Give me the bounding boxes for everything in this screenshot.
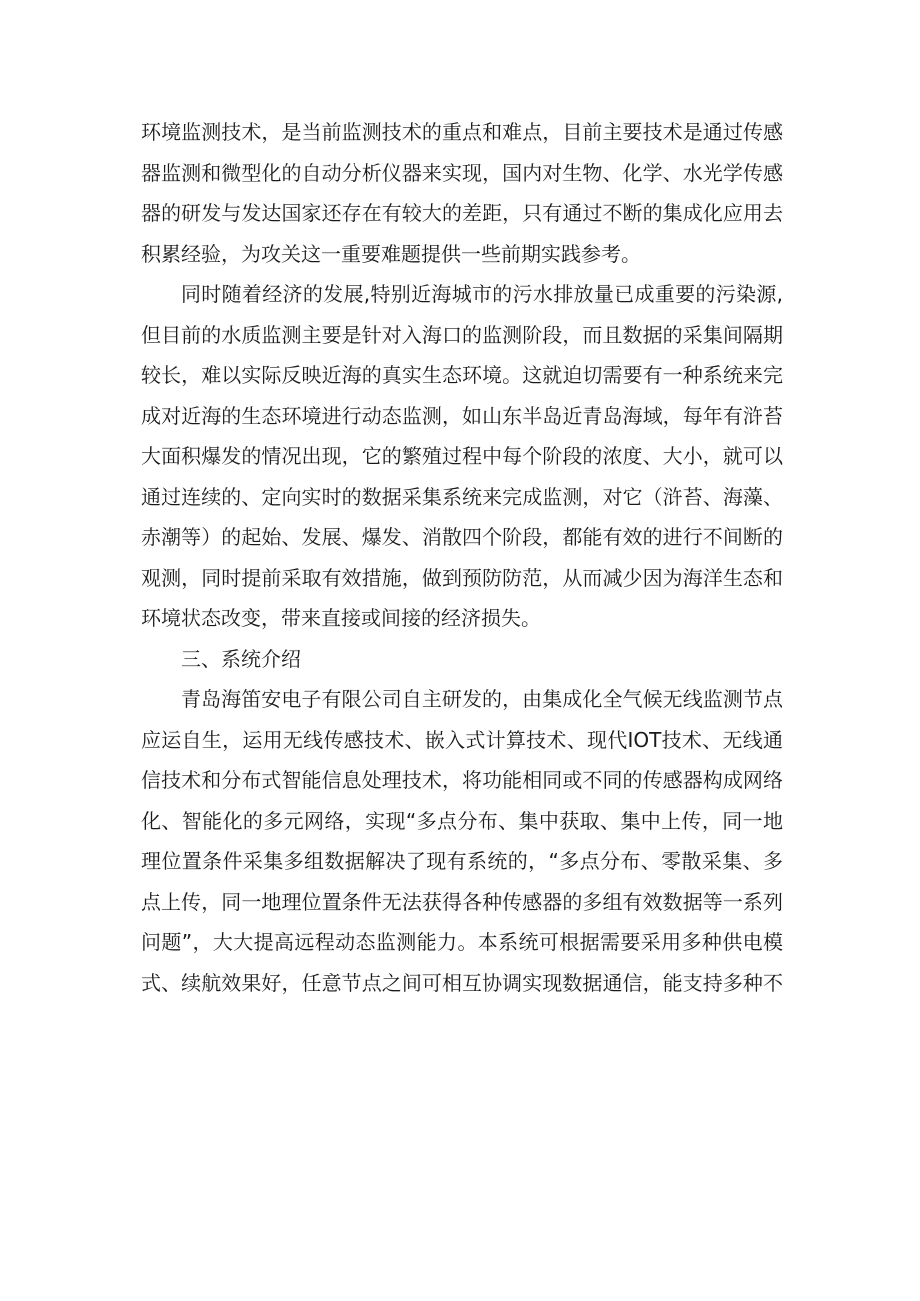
section-heading xyxy=(141,639,783,680)
text-line: 观测，同时提前采取有效措施，做到预防防范，从而减少因为海洋生态和 xyxy=(141,565,783,590)
text-line: 同时随着经济的发展,特别近海城市的污水排放量已成重要的污染源, xyxy=(181,282,783,306)
text-line: 器的研发与发达国家还存在有较大的差距，只有通过不断的集成化应用去 xyxy=(141,201,783,225)
text-line: 较长，难以实际反映近海的真实生态环境。这就迫切需要有一种系统来完 xyxy=(141,363,783,387)
text-line: 青岛海笛安电子有限公司自主研发的，由集成化全气候无线监测节点 xyxy=(181,687,783,711)
text-line: 问题”，大大提高远程动态监测能力。本系统可根据需要采用多种供电模 xyxy=(141,930,783,954)
paragraph-1 xyxy=(141,112,783,274)
text-line: 应运自生，运用无线传感技术、嵌入式计算技术、现代IOT技术、无线通 xyxy=(141,727,783,752)
paragraph-2 xyxy=(141,274,783,639)
text-line: 环境监测技术，是当前监测技术的重点和难点，目前主要技术是通过传感 xyxy=(141,120,783,144)
text-line: 环境状态改变，带来直接或间接的经济损失。 xyxy=(141,606,541,630)
text-line: 点上传，同一地理位置条件无法获得各种传感器的多组有效数据等一系列 xyxy=(141,889,783,914)
text-line: 化、智能化的多元网络，实现“多点分布、集中获取、集中上传，同一地 xyxy=(141,808,783,833)
section-title: 三、系统介绍 xyxy=(181,646,301,671)
text-line: 大面积爆发的情况出现，它的繁殖过程中每个阶段的浓度、大小，就可以 xyxy=(141,444,783,468)
paragraph-3 xyxy=(141,679,783,1003)
text-line: 赤潮等）的起始、发展、爆发、消散四个阶段，都能有效的进行不间断的 xyxy=(141,525,783,549)
text-line: 理位置条件采集多组数据解决了现有系统的，“多点分布、零散采集、多 xyxy=(141,849,783,873)
text-line: 式、续航效果好，任意节点之间可相互协调实现数据通信，能支持多种不 xyxy=(141,970,783,995)
text-line: 通过连续的、定向实时的数据采集系统来完成监测，对它（浒苔、海藻、 xyxy=(141,484,783,509)
text-line: 成对近海的生态环境进行动态监测，如山东半岛近青岛海域，每年有浒苔 xyxy=(141,403,783,428)
text-line: 但目前的水质监测主要是针对入海口的监测阶段，而且数据的采集间隔期 xyxy=(141,322,783,347)
text-line: 器监测和微型化的自动分析仪器来实现，国内对生物、化学、水光学传感 xyxy=(141,160,783,185)
text-line: 积累经验，为攻关这一重要难题提供一些前期实践参考。 xyxy=(141,241,641,266)
text-line: 信技术和分布式智能信息处理技术，将功能相同或不同的传感器构成网络 xyxy=(141,768,783,792)
document-body xyxy=(141,112,783,1003)
